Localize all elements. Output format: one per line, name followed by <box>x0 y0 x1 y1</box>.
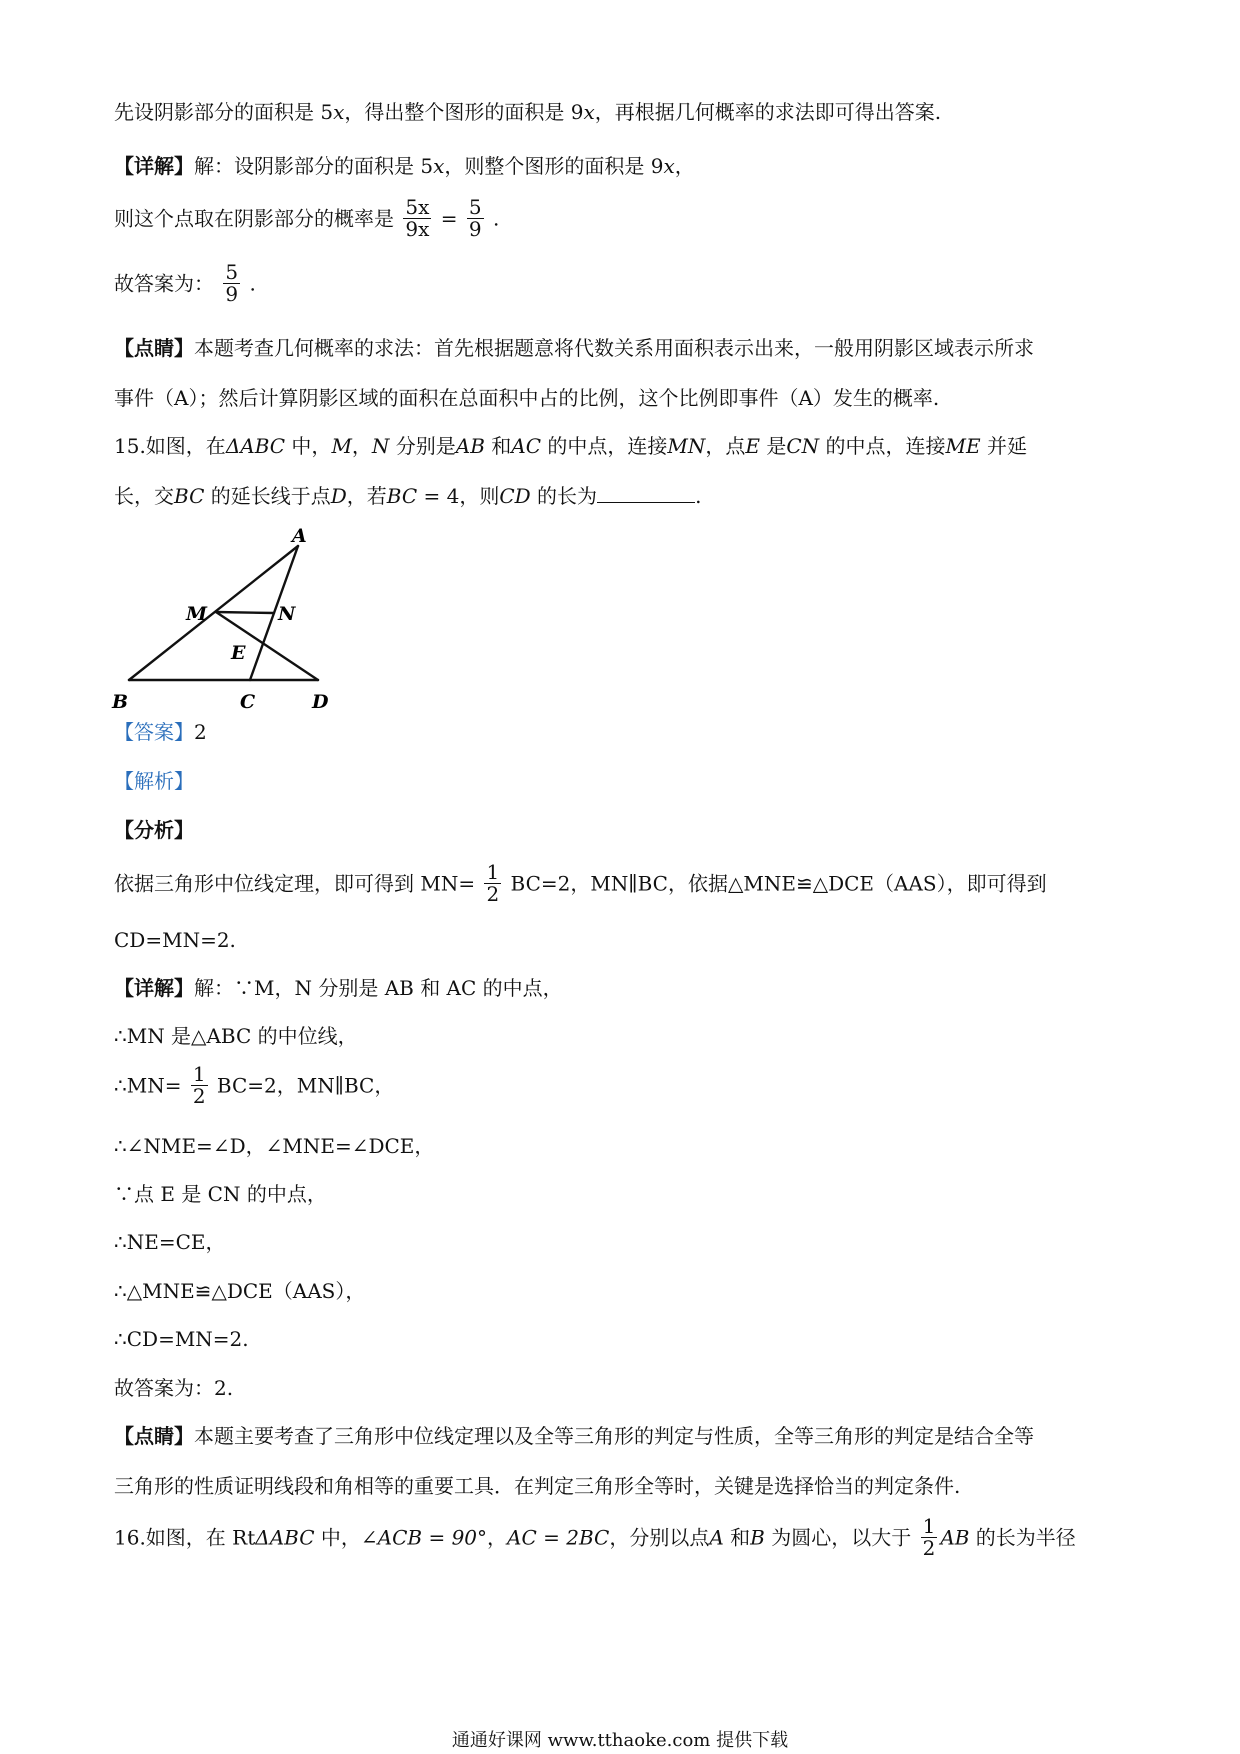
label-N: N <box>278 603 296 625</box>
fraction-one-half: $\frac{1}{2}$ <box>486 860 500 906</box>
q15-detail-line8: ∴CD=MN=2. <box>114 1327 249 1351</box>
q15-stem-line1: 15.如图，在ΔABC 中，M，N 分别是AB 和AC 的中点，连接MN，点E 是CN 的中点，连接ME 并延 <box>114 434 1027 458</box>
q15-detail-line7: ∴△MNE≌△DCE（AAS）， <box>114 1279 366 1303</box>
label-C: C <box>240 691 256 710</box>
q15-detail-line9: 故答案为：2. <box>114 1376 234 1400</box>
fraction-5x-9x: $\frac{5x}{9x}$ <box>405 195 430 241</box>
answer-blank <box>597 484 695 503</box>
p14-probability-line: 则这个点取在阴影部分的概率是 $\frac{5x}{9x}$ = $\frac{5}{9}$ . <box>114 195 500 241</box>
p14-answer-line: 故答案为： $\frac{5}{9}$ . <box>114 260 256 306</box>
p14-detail-line: 【详解】解：设阴影部分的面积是 5x，则整个图形的面积是 9x， <box>114 154 695 178</box>
q15-answer-line: 【答案】2 <box>114 720 207 744</box>
q15-fenxi-line2: CD=MN=2. <box>114 928 236 952</box>
label-B: B <box>112 691 129 710</box>
page-footer: 通通好课网 www.tthaoke.com 提供下载 <box>451 1730 789 1751</box>
q15-detail-line6: ∴NE=CE， <box>114 1230 226 1254</box>
q16-stem-line1: 16.如图，在 RtΔABC 中，∠ACB = 90°，AC = 2BC，分别以点A 和B 为圆心，以大于 $\frac{1}{2}$ AB 的长为半径 <box>114 1514 1076 1560</box>
q15-detail-line4: ∴∠NME=∠D，∠MNE=∠DCE， <box>114 1134 435 1158</box>
q15-detail-line2: ∴MN 是△ABC 的中位线， <box>114 1024 358 1048</box>
fraction-answer: $\frac{5}{9}$ <box>225 260 239 306</box>
q15-analysis-tag: 【解析】 <box>114 769 194 793</box>
fraction-5-9: $\frac{5}{9}$ <box>468 195 482 241</box>
triangle-figure <box>108 518 348 710</box>
fraction-one-half-q16: $\frac{1}{2}$ <box>922 1514 936 1560</box>
segment-MN <box>216 612 274 613</box>
q15-fenxi-tag: 【分析】 <box>114 818 194 842</box>
label-M: M <box>186 603 208 625</box>
p14-note-line1: 【点睛】本题考查几何概率的求法：首先根据题意将代数关系用面积表示出来，一般用阴影区域表示所求 <box>114 336 1034 360</box>
q15-detail-line5: ∵点 E 是 CN 的中点， <box>114 1182 327 1206</box>
p14-note-line2: 事件（A）；然后计算阴影区域的面积在总面积中占的比例，这个比例即事件（A）发生的概率. <box>114 386 940 410</box>
label-E: E <box>231 642 246 664</box>
label-A: A <box>292 525 307 547</box>
q15-stem-line2: 长，交BC 的延长线于点D，若BC = 4，则CD 的长为 . <box>114 484 702 508</box>
p14-analysis-line: 先设阴影部分的面积是 5x，得出整个图形的面积是 9x，再根据几何概率的求法即可得出答案. <box>114 100 942 124</box>
q15-detail-line1: 【详解】解：∵M，N 分别是 AB 和 AC 的中点， <box>114 976 563 1000</box>
q15-fenxi-line1: 依据三角形中位线定理，即可得到 MN= $\frac{1}{2}$ BC=2，MN∥BC，依据△MNE≌△DCE（AAS），即可得到 <box>114 860 1047 906</box>
q15-note-line2: 三角形的性质证明线段和角相等的重要工具．在判定三角形全等时，关键是选择恰当的判定条件. <box>114 1474 961 1498</box>
q15-detail-line3: ∴MN= $\frac{1}{2}$ BC=2，MN∥BC， <box>114 1062 395 1108</box>
q15-note-line1: 【点睛】本题主要考查了三角形中位线定理以及全等三角形的判定与性质，全等三角形的判定是结合全等 <box>114 1424 1034 1448</box>
fraction-one-half-2: $\frac{1}{2}$ <box>192 1062 206 1108</box>
label-D: D <box>312 691 329 710</box>
